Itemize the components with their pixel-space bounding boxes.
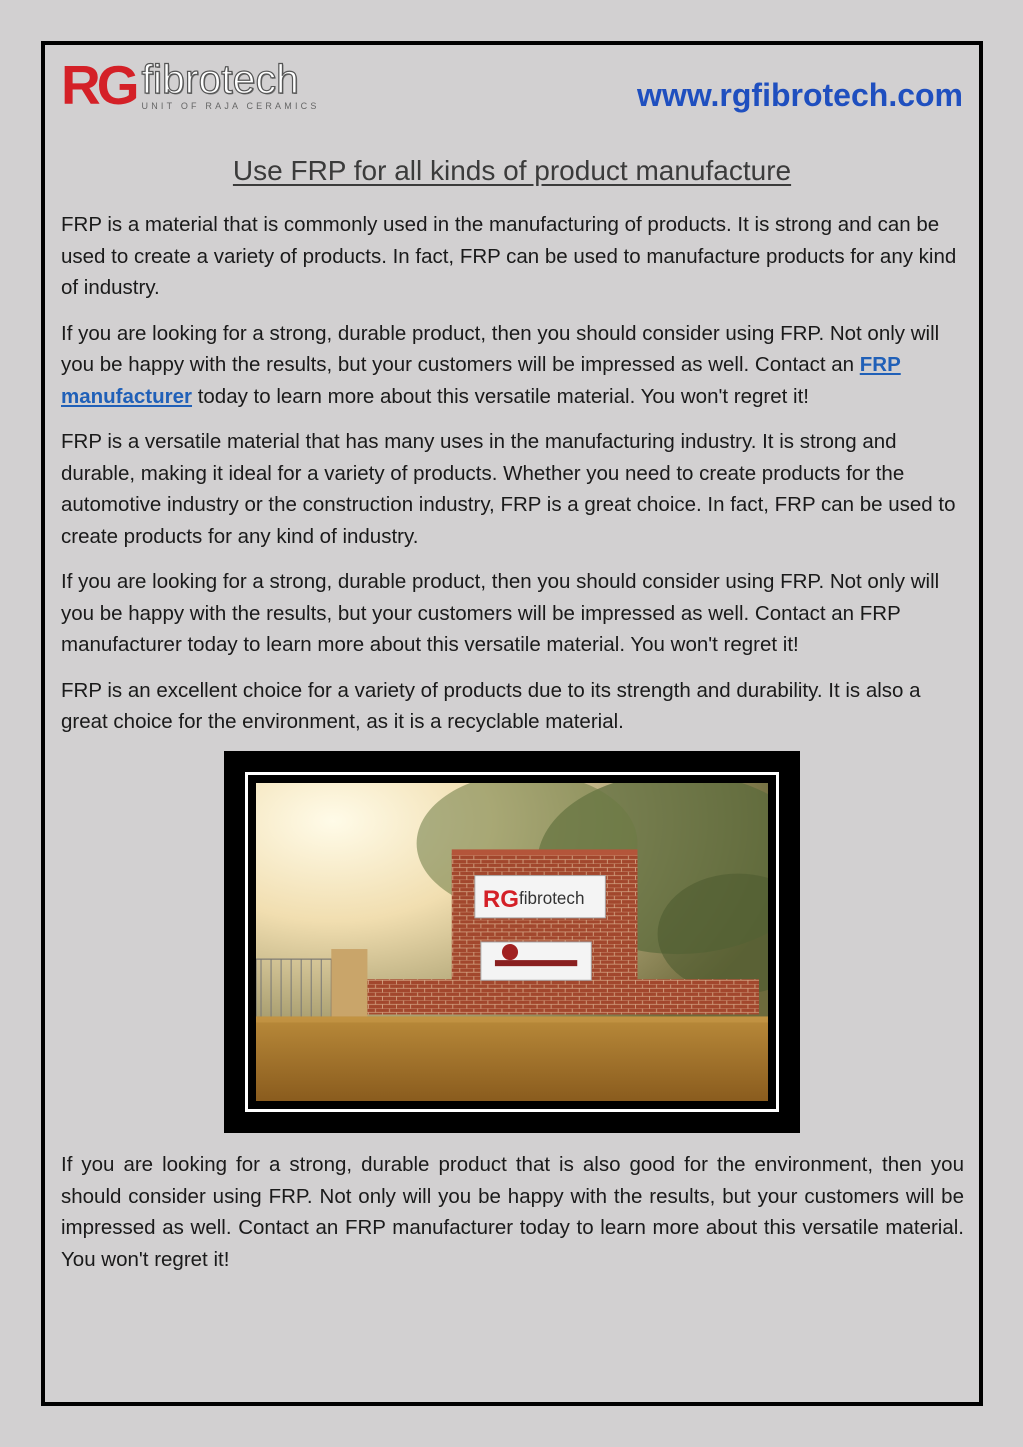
- paragraph-4: If you are looking for a strong, durable product, then you should consider using FRP. Not only will you be happy with the results, but your customers will be impressed as well. Contact an FRP manufacturer today to learn more about this versatile material. You won't regret it!: [61, 570, 940, 656]
- paragraph-6: If you are looking for a strong, durable product that is also good for the environment, then you should consider using FRP. Not only will you be happy with the results, but your customers will be impressed as well. Contact an FRP manufacturer today to learn more about this versatile material. You won't regret it!: [61, 1153, 964, 1271]
- entrance-sign-image: [256, 783, 768, 1101]
- page-title: Use FRP for all kinds of product manufacture: [232, 155, 792, 186]
- frp-manufacturer-link[interactable]: FRP manufacturer: [61, 353, 901, 408]
- logo-right: [141, 56, 320, 111]
- sign-rg-text: RG: [482, 885, 520, 913]
- website-link[interactable]: www.rgfibrotech.com: [637, 77, 963, 113]
- logo-rg-text: RG: [61, 54, 136, 116]
- paragraph-2-start: If you are looking for a strong, durable product, then you should consider using FRP. Not only will you be happy with the results, but your customers will be impressed as well. Contact an: [61, 321, 940, 376]
- logo-name-text: fibrotech: [141, 56, 299, 102]
- entrance-photo: [224, 751, 800, 1133]
- paragraph-2: [61, 318, 964, 413]
- paragraph-3: FRP is a versatile material that has many uses in the manufacturing industry. It is strong and durable, making it ideal for a variety of products. Whether you need to create products for the automotive industry or the construction industry, FRP is a great choice. In fact, FRP can be used to create products for any kind of industry.: [61, 430, 956, 548]
- sign-name-text: fibrotech: [519, 888, 585, 908]
- logo-tagline: UNIT OF RAJA CERAMICS: [141, 101, 320, 111]
- body-bottom: [61, 1149, 964, 1289]
- body-top: [61, 209, 964, 752]
- page-frame: [41, 41, 983, 1406]
- paragraph-5: FRP is an excellent choice for a variety of products due to its strength and durability. It is also a great choice for the environment, as it is a recyclable material.: [61, 678, 921, 733]
- paragraph-2-end: today to learn more about this versatile material. You won't regret it!: [192, 384, 809, 408]
- company-logo[interactable]: [61, 54, 341, 119]
- photo-inner-border: [245, 772, 779, 1112]
- paragraph-1: FRP is a material that is commonly used in the manufacturing of products. It is strong and can be used to create a variety of products. In fact, FRP can be used to manufacture products for any kind of industry.: [61, 213, 957, 299]
